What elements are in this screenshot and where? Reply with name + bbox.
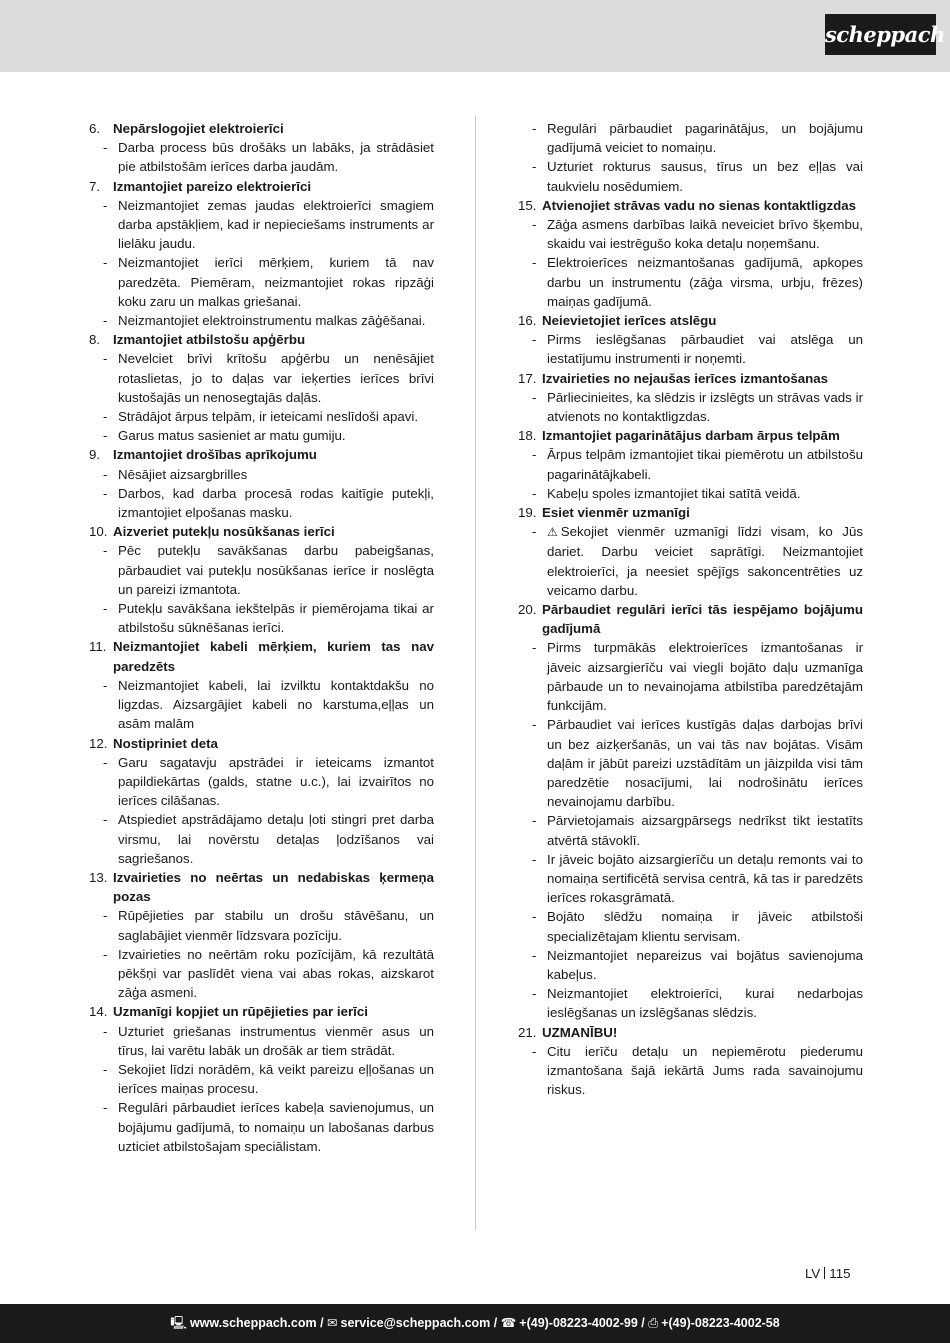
- bullet-dash: -: [532, 217, 537, 233]
- list-item-text: Regulāri pārbaudiet ierīces kabeļa savienojumus, un bojājumu gadījumā, to nomaiņu un labošanas darbus uzticiet atbilstošajam speciālistam.: [118, 1100, 434, 1154]
- bullet-dash: -: [532, 485, 537, 501]
- section-number: 17.: [518, 370, 537, 386]
- list-item: [518, 388, 863, 426]
- section-heading: [518, 1023, 863, 1042]
- list-item: [89, 810, 434, 868]
- list-item: [89, 945, 434, 1003]
- section-number: 7.: [89, 178, 101, 194]
- bullet-dash: -: [532, 909, 537, 925]
- section: [518, 1023, 863, 1100]
- list-item-text: Neizmantojiet ierīci mērķiem, kuriem tā nav paredzēta. Piemēram, neizmantojiet rokas ripzāģi koku zaru un malkas griešanai.: [118, 255, 434, 309]
- list-item: [518, 811, 863, 849]
- list-item: [89, 138, 434, 176]
- list-item-text: Darba process būs drošāks un labāks, ja strādāsiet pie atbilstošām ierīces darba jaudām.: [118, 140, 434, 175]
- list-item-text: Nēsājiet aizsargbrilles: [118, 466, 248, 482]
- bullet-dash: -: [103, 409, 108, 425]
- section-title: Izmantojiet pagarinātājus darbam ārpus telpām: [542, 428, 840, 444]
- list-item-text: Pēc putekļu savākšanas darbu pabeigšanas, pārbaudiet vai putekļu nosūkšanas ierīce ir noslēgta un pareizi izmantota.: [118, 543, 434, 597]
- bullet-dash: -: [103, 1023, 108, 1039]
- page-number-separator: [824, 1267, 825, 1279]
- bullet-dash: -: [532, 640, 537, 656]
- list-item-text: Pirms turpmākās elektroierīces izmantošanas ir jāveic aizsargierīču vai viegli bojāto daļu uzmanīga pārbaude un to nevainojama atbilstība paredzētajām funkcijām.: [547, 640, 863, 714]
- list-item: [89, 311, 434, 330]
- bullet-dash: -: [103, 466, 108, 482]
- bullet-dash: -: [532, 947, 537, 963]
- list-item: [89, 676, 434, 734]
- email-icon: ✉: [327, 1316, 338, 1330]
- section-heading: [89, 1002, 434, 1021]
- section: [89, 1002, 434, 1156]
- brand-logo: scheppach: [825, 14, 936, 55]
- list-item-text: Rūpējieties par stabilu un drošu stāvēšanu, un saglabājiet vienmēr līdzsvara pozīciju.: [118, 908, 434, 943]
- page-language: LV: [805, 1266, 821, 1281]
- list-item-text: Garu sagatavju apstrādei ir ieteicams izmantot papildiekārtas (galds, statne u.c.), lai izvairītos no ierīces cilāšanas.: [118, 754, 434, 809]
- list-item: [89, 599, 434, 637]
- right-column: [518, 119, 863, 1099]
- bullet-dash: -: [532, 717, 537, 733]
- section-heading: [518, 426, 863, 445]
- list-item-text: Atspiediet apstrādājamo detaļu ļoti stingri pret darba virsmu, lai novērstu detaļas ļodzīšanos vai sagriešanos.: [118, 812, 434, 866]
- fax-icon: ⎙: [648, 1316, 659, 1330]
- section-number: 13.: [89, 869, 108, 885]
- list-item: [89, 1060, 434, 1098]
- footer-separator: /: [316, 1316, 328, 1330]
- bullet-dash: -: [532, 813, 537, 829]
- list-item: [89, 426, 434, 445]
- section-heading: [89, 734, 434, 753]
- section-heading: [89, 637, 434, 675]
- list-item: [89, 906, 434, 944]
- bullet-dash: -: [103, 946, 108, 962]
- list-item-text: Darbos, kad darba procesā rodas kaitīgie putekļi, izmantojiet elpošanas masku.: [118, 485, 434, 521]
- section-title: Izmantojiet pareizo elektroierīci: [113, 178, 312, 194]
- bullet-dash: -: [532, 121, 537, 136]
- bullet-dash: -: [532, 389, 537, 405]
- list-item-text: Neizmantojiet kabeli, lai izvilktu kontaktdakšu no ligzdas. Aizsargājiet kabeli no karstuma,eļļas un asām malām: [118, 677, 434, 732]
- section-title: Nepārslogojiet elektroierīci: [113, 121, 284, 136]
- section-heading: [89, 177, 434, 196]
- section-title: Izvairieties no neērtas un nedabiskas ķermeņa pozas: [113, 869, 434, 905]
- bullet-dash: -: [532, 851, 537, 867]
- section-title: Aizveriet putekļu nosūkšanas ierīci: [113, 524, 335, 540]
- section: [89, 522, 434, 637]
- section-title: UZMANĪBU!: [542, 1024, 618, 1040]
- list-item-text: Uzturiet griešanas instrumentus vienmēr asus un tīrus, lai varētu labāk un drošāk ar tiem strādāt.: [118, 1023, 434, 1058]
- list-item: [89, 541, 434, 599]
- section-title: Izvairieties no nejaušas ierīces izmantošanas: [542, 370, 829, 386]
- bullet-dash: -: [103, 908, 108, 924]
- footer-separator: /: [490, 1316, 501, 1330]
- list-item-text: Nevelciet brīvi krītošu apģērbu un nenēsājiet rotaslietas, jo to daļas var ieķerties ierīces brīvi kustošajās un nenosegtajās daļās.: [118, 351, 434, 405]
- list-item-text: Pārbaudiet vai ierīces kustīgās daļas darbojas brīvi un bez aizķeršanās, un vai tās nav bojātas. Visām daļām ir jābūt pareizi uzstādītām un jāizpilda visi tām paredzētie nosacījumi, lai nodrošinātu ierīces nevainojamu darbību.: [547, 717, 863, 810]
- list-item-text: Ir jāveic bojāto aizsargierīču un detaļu remonts vai to nomaiņa sertificētā servisa centrā, kā tas ir paredzēts ierīces rokasgrāmatā.: [547, 851, 863, 906]
- footer-email[interactable]: service@scheppach.com: [340, 1316, 491, 1330]
- page-number-value: 115: [829, 1266, 851, 1281]
- list-item: [89, 1022, 434, 1060]
- footer-bar: [0, 1304, 950, 1343]
- list-item: [89, 407, 434, 426]
- list-item-text: Kabeļu spoles izmantojiet tikai satītā veidā.: [547, 485, 801, 501]
- section-heading: [518, 600, 863, 638]
- bullet-dash: -: [103, 428, 108, 444]
- section-heading: [518, 196, 863, 215]
- section: [518, 369, 863, 427]
- section: [89, 445, 434, 522]
- section-title: Izmantojiet drošības aprīkojumu: [113, 447, 317, 463]
- list-item-text: Pirms ieslēgšanas pārbaudiet vai atslēga un iestatījumu instrumenti ir noņemti.: [547, 332, 863, 367]
- bullet-dash: -: [103, 754, 108, 770]
- bullet-dash: -: [103, 140, 108, 156]
- section-number: 6.: [89, 121, 101, 136]
- list-item-text: Regulāri pārbaudiet pagarinātājus, un bojājumu gadījumā veiciet to nomaiņu.: [547, 121, 863, 156]
- section: [518, 311, 863, 369]
- section-title: Nostipriniet deta: [113, 735, 218, 751]
- section-heading: [518, 369, 863, 388]
- list-item: [518, 1042, 863, 1100]
- list-item-text: Uzturiet rokturus sausus, tīrus un bez eļļas vai taukvielu nosēdumiem.: [547, 159, 863, 194]
- section-title: Pārbaudiet regulāri ierīci tās iespējamo bojājumu gadījumā: [542, 602, 863, 637]
- footer-phone: +(49)-08223-4002-99: [519, 1316, 638, 1330]
- list-item-text: Pārliecinieites, ka slēdzis ir izslēgts un strāvas vads ir atvienots no kontaktligzdas.: [547, 389, 863, 425]
- section-title: Atvienojiet strāvas vadu no sienas kontaktligzdas: [542, 197, 857, 213]
- list-item-text: Neizmantojiet zemas jaudas elektroierīci smagiem darba apstākļiem, kad ir nepieciešams instruments ar lielāku jaudu.: [118, 197, 434, 252]
- section: [89, 868, 434, 1002]
- section-number: 10.: [89, 524, 108, 540]
- section-number: 20.: [518, 602, 537, 618]
- bullet-dash: -: [103, 313, 108, 329]
- section-number: 14.: [89, 1004, 108, 1020]
- section-title: Esiet vienmēr uzmanīgi: [542, 505, 690, 521]
- section-heading: [89, 868, 434, 906]
- warning-icon: ⚠: [547, 525, 558, 540]
- computer-icon: 🖳: [170, 1316, 187, 1330]
- list-item-text: Sekojiet līdzi norādēm, kā veikt pareizu eļļošanas un ierīces maiņas procesu.: [118, 1061, 434, 1097]
- section-title: Izmantojiet atbilstošu apģērbu: [113, 332, 306, 348]
- section: [518, 426, 863, 503]
- list-item-text: Izvairieties no neērtām roku pozīcijām, kā rezultātā pēkšņi var paslīdēt viena vai abas rokas, aizskarot zāģa asmeni.: [118, 946, 434, 1001]
- list-item: [518, 946, 863, 984]
- list-item-text: Zāģa asmens darbības laikā neveiciet brīvo šķembu, skaidu vai iestrēgušo koka detaļu noņemšanu.: [547, 217, 863, 252]
- header-bar: [0, 0, 950, 72]
- list-item: [89, 1098, 434, 1156]
- list-item: [518, 253, 863, 311]
- section-number: 21.: [518, 1024, 537, 1040]
- bullet-dash: -: [103, 812, 108, 828]
- section-heading: [89, 330, 434, 349]
- list-item: [518, 215, 863, 253]
- list-item-text: Strādājot ārpus telpām, ir ieteicami neslīdoši apavi.: [118, 409, 419, 425]
- list-item: [518, 984, 863, 1022]
- section-number: 8.: [89, 332, 101, 348]
- bullet-dash: -: [103, 351, 108, 367]
- list-item: [518, 157, 863, 195]
- list-item: [89, 349, 434, 407]
- bullet-dash: -: [103, 1061, 108, 1077]
- list-item: [89, 753, 434, 811]
- footer-fax: +(49)-08223-4002-58: [661, 1316, 780, 1330]
- section-number: 18.: [518, 428, 537, 444]
- list-item-text: Ārpus telpām izmantojiet tikai piemērotu un atbilstošu pagarinātājkabeli.: [547, 447, 863, 482]
- list-item: [518, 522, 863, 600]
- section: [518, 503, 863, 600]
- section-number: 9.: [89, 447, 101, 463]
- section-heading: [518, 503, 863, 522]
- list-item-text: Pārvietojamais aizsargpārsegs nedrīkst tikt iestatīts atvērtā stāvoklī.: [547, 813, 863, 848]
- list-item: [518, 907, 863, 945]
- page-number: [805, 1265, 850, 1283]
- section: [89, 637, 434, 733]
- list-item: [518, 445, 863, 483]
- section: [89, 734, 434, 868]
- bullet-dash: -: [532, 524, 537, 540]
- bullet-dash: -: [103, 543, 108, 559]
- section: [518, 196, 863, 311]
- section-number: 16.: [518, 313, 537, 329]
- section-number: 11.: [89, 639, 107, 655]
- bullet-dash: -: [103, 485, 108, 501]
- list-item: [89, 253, 434, 311]
- list-item: [518, 330, 863, 368]
- list-item-text: Elektroierīces neizmantošanas gadījumā, apkopes darbu un instrumentu (zāģa virsma, urbju, frēzes) maiņas gadījumā.: [547, 255, 863, 309]
- section: [89, 177, 434, 331]
- bullet-dash: -: [532, 332, 537, 348]
- column-divider: [475, 116, 476, 1230]
- section: [89, 330, 434, 445]
- footer-separator: /: [637, 1316, 649, 1330]
- section-title: Neizmantojiet kabeli mērķiem, kuriem tas nav paredzēts: [113, 639, 434, 674]
- bullet-dash: -: [103, 1100, 108, 1116]
- section-title: Uzmanīgi kopjiet un rūpējieties par ierīci: [113, 1004, 368, 1020]
- section: [89, 119, 434, 177]
- section: [518, 600, 863, 1022]
- list-item: [518, 715, 863, 811]
- section-number: 12.: [89, 735, 108, 751]
- list-item: [89, 465, 434, 484]
- list-item-text: Neizmantojiet elektroinstrumentu malkas zāģēšanai.: [118, 313, 426, 329]
- section-number: 15.: [518, 197, 537, 213]
- section-heading: [518, 311, 863, 330]
- section: [518, 119, 863, 196]
- left-column: [89, 119, 434, 1156]
- section-heading: [89, 445, 434, 464]
- bullet-dash: -: [103, 255, 108, 271]
- list-item: [89, 484, 434, 522]
- bullet-dash: -: [103, 197, 108, 213]
- bullet-dash: -: [532, 1043, 537, 1059]
- section-title: Neievietojiet ierīces atslēgu: [542, 313, 717, 329]
- list-item: [518, 638, 863, 715]
- list-item: [89, 196, 434, 254]
- list-item-text: Putekļu savākšana iekštelpās ir piemērojama tikai ar atbilstošu sūknēšanas ierīci.: [118, 601, 434, 636]
- bullet-dash: -: [532, 986, 537, 1002]
- list-item-text: Neizmantojiet nepareizus vai bojātus savienojuma kabeļus.: [547, 947, 863, 982]
- bullet-dash: -: [532, 159, 537, 175]
- list-item-text: [547, 522, 863, 600]
- footer-website[interactable]: www.scheppach.com: [189, 1316, 317, 1330]
- bullet-dash: -: [532, 255, 537, 271]
- phone-icon: ☎: [500, 1316, 517, 1330]
- section-heading: [89, 522, 434, 541]
- bullet-dash: -: [532, 447, 537, 463]
- section-heading: [89, 119, 434, 138]
- list-item-text: Bojāto slēdžu nomaiņa ir jāveic atbilstoši specializētajam klientu servisam.: [547, 909, 863, 944]
- list-item: [518, 850, 863, 908]
- list-item-text: Garus matus sasieniet ar matu gumiju.: [118, 428, 346, 444]
- list-item-text: Neizmantojiet elektroierīci, kurai nedarbojas ieslēgšanas un izslēgšanas slēdzis.: [547, 986, 863, 1021]
- list-item: [518, 484, 863, 503]
- bullet-dash: -: [103, 601, 108, 617]
- bullet-dash: -: [103, 677, 108, 693]
- list-item: [518, 119, 863, 157]
- list-item-text: Citu ierīču detaļu un nepiemērotu piederumu izmantošana šajā iekārtā Jums rada savainojumu riskus.: [547, 1043, 863, 1098]
- section-number: 19.: [518, 505, 537, 521]
- list-item-text-body: Sekojiet vienmēr uzmanīgi līdzi visam, ko Jūs dariet. Darbu veiciet saprātīgi. Neizmantojiet elektroierīci, ja neesiet spējīgs sakoncentrēties uz veicamo darbu.: [547, 524, 863, 598]
